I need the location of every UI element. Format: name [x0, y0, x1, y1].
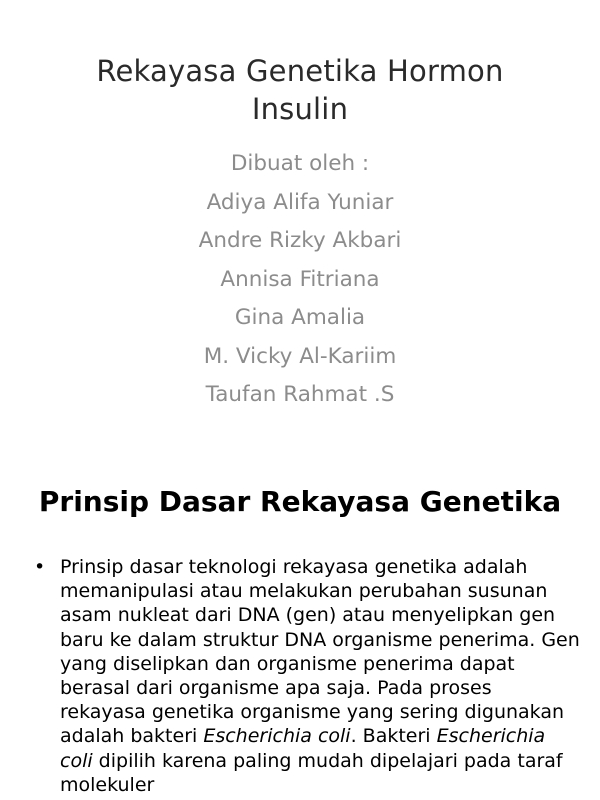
bullet-text	[60, 555, 580, 797]
bullet-dot-icon: •	[34, 556, 46, 578]
author-name: Annisa Fitriana	[220, 266, 380, 292]
author-name: Taufan Rahmat .S	[205, 382, 395, 407]
bullet-text-part: . Bakteri	[350, 725, 437, 748]
slide-heading: Prinsip Dasar Rekayasa Genetika	[38, 485, 562, 518]
author-name: M. Vicky Al-Kariim	[203, 343, 397, 369]
slide-title-line-2: Insulin	[251, 92, 349, 126]
author-name: Andre Rizky Akbari	[198, 228, 402, 253]
bullet-text-part: Prinsip dasar teknologi rekayasa genetika adalah memanipulasi atau melakukan perubahan susunan asam nukleat dari DNA (gen) atau menyelipkan gen baru ke dalam struktur DNA organisme penerima. Gen yang diselipkan dan organisme penerima dapat berasal dari organisme apa saja. Pada proses rekayasa genetika organisme yang sering digunakan adalah bakteri	[60, 556, 580, 748]
slide-title	[0, 52, 600, 128]
author-name: Gina Amalia	[234, 305, 366, 330]
bullet-list	[34, 555, 580, 797]
bullet-text-part: dipilih karena paling mudah dipelajari pada taraf molekuler	[60, 749, 563, 796]
slide-title-line-1: Rekayasa Genetika Hormon	[96, 54, 504, 88]
species-name: Escherichia coli	[60, 725, 546, 772]
author-list	[0, 145, 600, 415]
bullet-item	[34, 555, 580, 797]
species-name: Escherichia coli	[203, 725, 351, 748]
author-name: Adiya Alifa Yuniar	[206, 189, 394, 215]
content-slide	[0, 440, 600, 800]
authors-heading: Dibuat oleh :	[230, 151, 370, 176]
